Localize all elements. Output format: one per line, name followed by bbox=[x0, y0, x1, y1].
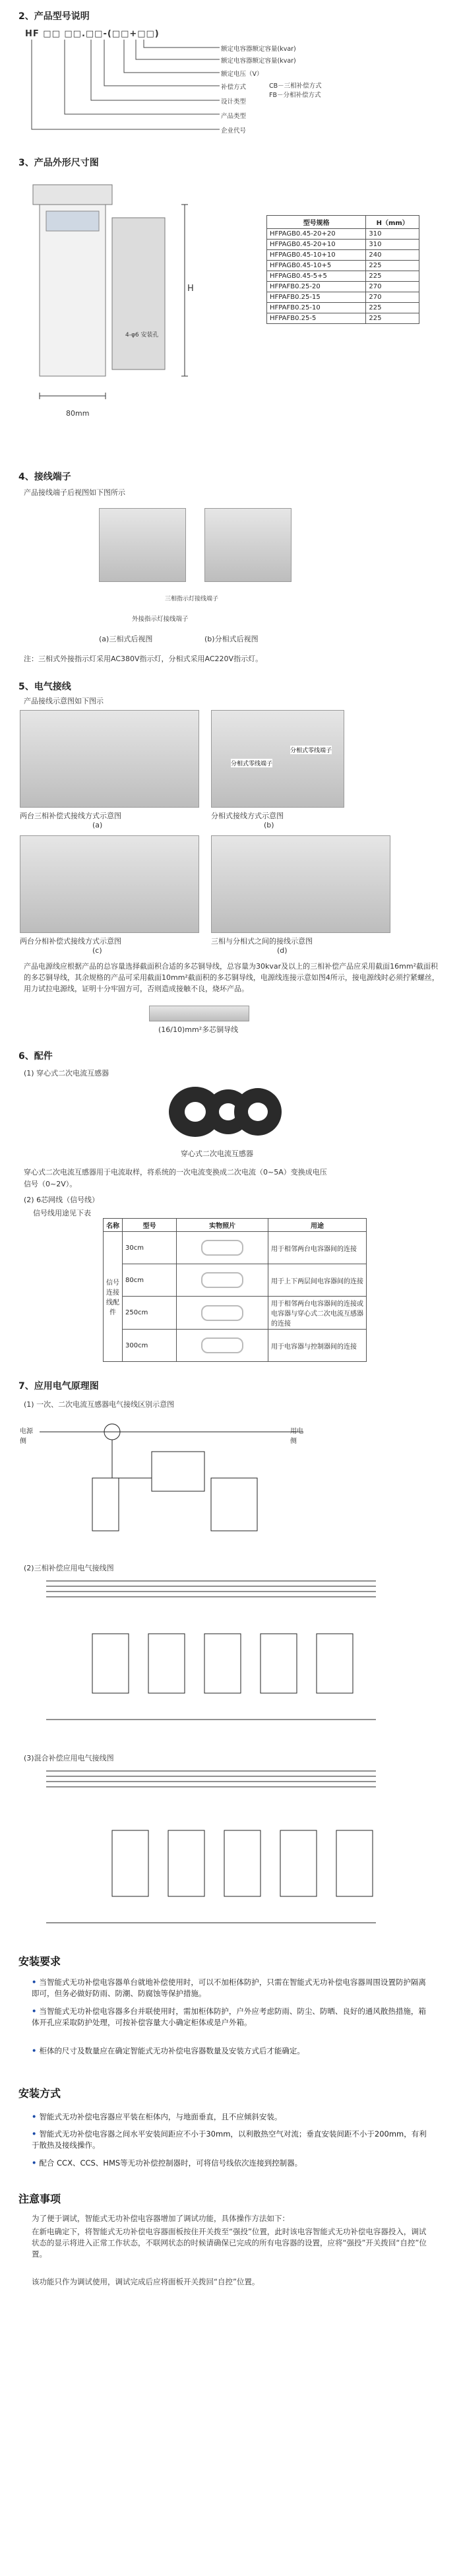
accessory-length: 30cm bbox=[123, 1232, 177, 1264]
install-text-1: 当智能式无功补偿电容器多台并联使用时，需加柜体防护，户外应考虑防雨、防尘、防晒、良好的通风散热措施，箱体开孔应采取防护处理，可按补偿容量大小确定柜体或是户外箱。 bbox=[32, 2007, 426, 2027]
terminal-photo-b bbox=[204, 508, 292, 582]
section-4-note: 注：三相式外接指示灯采用AC380V指示灯，分相式采用AC220V指示灯。 bbox=[24, 655, 263, 663]
accessory-photo bbox=[177, 1232, 268, 1264]
install-text-2: 柜体的尺寸及数量应在确定智能式无功补偿电容器数量及安装方式后才能确定。 bbox=[39, 2046, 305, 2055]
install-title: 安装要求 bbox=[18, 1955, 61, 1968]
spec-table bbox=[266, 215, 419, 324]
spec-model-cell: HFPAGB0.45-5+5 bbox=[267, 271, 366, 282]
label-5b2: 分相式零线端子 bbox=[290, 746, 332, 754]
wiring-photo-c bbox=[20, 835, 199, 933]
caption-5b: 分相式接线方式示意图 bbox=[211, 812, 284, 820]
accessory-usage: 用于上下两层间电容器间的连接 bbox=[268, 1264, 367, 1297]
model-code: HF □□ □□.□□-(□□+□□) bbox=[25, 29, 160, 39]
notes-p4: 该功能只作为调试使用，调试完成后应将面板开关拨回“自控”位置。 bbox=[32, 2277, 260, 2286]
section-4-title: 4、接线端子 bbox=[18, 472, 71, 482]
accessory-head-cell: 型号 bbox=[123, 1219, 177, 1232]
mount-item-1: • 智能式无功补偿电容器之间水平安装间距应不小于30mm，以利散热空气对流；垂直安装间距不小于200mm，有利于散热及接线操作。 bbox=[32, 2129, 427, 2150]
install-item-0: • 当智能式无功补偿电容器单台就地补偿使用时，可以不加柜体防护，只需在智能式无功补偿电容器周围设置防护隔离即可，但务必做好防雨、防潮、防腐蚀等保护措施。 bbox=[32, 1978, 426, 1998]
model-code-diagram bbox=[25, 38, 236, 145]
mount-text-1: 智能式无功补偿电容器之间水平安装间距应不小于30mm，以利散热空气对流；垂直安装间距不小于200mm，有利于散热及接线操作。 bbox=[32, 2129, 427, 2150]
label-external-lamp: 外接指示灯接线端子 bbox=[132, 616, 189, 623]
legend-2: 额定电压（V） bbox=[221, 71, 263, 78]
caption-5a: 两台三相补偿式接线方式示意图 bbox=[20, 812, 121, 820]
legend-7: 产品类型 bbox=[221, 113, 247, 120]
dim-hole: 4-φ6 安装孔 bbox=[125, 332, 159, 338]
dim-width: 80mm bbox=[66, 409, 90, 418]
caption-5a-letter: (a) bbox=[92, 821, 103, 829]
accessory-row bbox=[104, 1297, 367, 1330]
legend-6: 设计类型 bbox=[221, 98, 247, 106]
spec-h-cell: 225 bbox=[366, 261, 419, 271]
spec-row bbox=[267, 240, 419, 250]
section-7-sub2: (2)三相补偿应用电气接线图 bbox=[24, 1564, 114, 1572]
accessory-row bbox=[104, 1264, 367, 1297]
spec-h-cell: 225 bbox=[366, 313, 419, 324]
mount-item-2: • 配合 CCX、CCS、HMS等无功补偿控制器时，可将信号线依次连接到控制器。 bbox=[32, 2158, 303, 2168]
cable-icon bbox=[201, 1337, 243, 1353]
caption-4a: (a)三相式后视图 bbox=[99, 635, 153, 643]
spec-row bbox=[267, 303, 419, 313]
legend-8: 企业代号 bbox=[221, 127, 247, 135]
accessory-photo bbox=[177, 1264, 268, 1297]
section-5-title: 5、电气接线 bbox=[18, 682, 71, 692]
section-7-sub3: (3)混合补偿应用电气接线图 bbox=[24, 1754, 114, 1762]
load-side-label: 用电侧 bbox=[290, 1428, 303, 1445]
caption-5d-letter: (d) bbox=[277, 946, 288, 955]
label-5b: 分相式零线端子 bbox=[231, 759, 272, 767]
mount-text-2: 配合 CCX、CCS、HMS等无功补偿控制器时，可将信号线依次连接到控制器。 bbox=[39, 2158, 303, 2168]
terminal-photo-a bbox=[99, 508, 186, 582]
section-6-sub1: (1) 穿心式二次电流互感器 bbox=[24, 1069, 109, 1078]
spec-model-cell: HFPAGB0.45-20+10 bbox=[267, 240, 366, 250]
legend-4: CB－三相补偿方式 bbox=[269, 82, 322, 90]
accessory-head-cell: 用途 bbox=[268, 1219, 367, 1232]
accessory-usage: 用于电容器与控制器间的连接 bbox=[268, 1330, 367, 1362]
legend-5: FB－分相补偿方式 bbox=[269, 92, 321, 99]
accessory-row bbox=[104, 1232, 367, 1264]
section-5-para: 产品电源线应根据产品的总容量选择截面积合适的多芯铜导线，总容量为30kvar及以上的三相补偿产品应采用截面16mm²截面积的多芯铜导线，其余规格的产品可采用截面10mm²截面积的多芯铜导线，电源线连接示意如图4所示，接电源线时必须拧紧螺丝，用力试拉电源线，证明十分牢固方可，否则造成接触不良，烧坏产品。 bbox=[24, 962, 439, 993]
install-item-2: • 柜体的尺寸及数量应在确定智能式无功补偿电容器数量及安装方式后才能确定。 bbox=[32, 2046, 305, 2055]
ct-caption: 穿心式二次电流互感器 bbox=[181, 1149, 253, 1158]
three-phase-diagram bbox=[40, 1574, 383, 1739]
ct-para-1: 穿心式二次电流互感器用于电流取样，将系统的一次电流变换成二次电流（0~5A）变换成电压 bbox=[24, 1168, 327, 1176]
spec-model-cell: HFPAGB0.45-20+20 bbox=[267, 229, 366, 240]
notes-p1: 为了便于调试，智能式无功补偿电容器增加了调试功能，具体操作方法如下： bbox=[32, 2214, 290, 2223]
col-h: H（mm） bbox=[366, 216, 419, 229]
capacitor-drawing bbox=[20, 178, 237, 455]
accessory-head-cell: 名称 bbox=[104, 1219, 123, 1232]
spec-h-cell: 225 bbox=[366, 303, 419, 313]
accessory-usage: 用于相邻两台电容器间的连接或电容器与穿心式二次电流互感器的连接 bbox=[268, 1297, 367, 1330]
spec-row bbox=[267, 250, 419, 261]
spec-model-cell: HFPAFB0.25-20 bbox=[267, 282, 366, 292]
accessory-length: 300cm bbox=[123, 1330, 177, 1362]
legend-1: 额定电容器额定容量(kvar) bbox=[221, 57, 296, 65]
spec-h-cell: 240 bbox=[366, 250, 419, 261]
section-2-title: 2、产品型号说明 bbox=[18, 11, 90, 22]
mount-item-0: • 智能式无功补偿电容器应平装在柜体内，与地面垂直，且不应倾斜安装。 bbox=[32, 2112, 282, 2121]
section-6-title: 6、配件 bbox=[18, 1051, 53, 1062]
caption-5c: 两台分相补偿式接线方式示意图 bbox=[20, 937, 121, 946]
accessory-row bbox=[104, 1330, 367, 1362]
spec-row bbox=[267, 229, 419, 240]
accessory-photo bbox=[177, 1330, 268, 1362]
mount-title: 安装方式 bbox=[18, 2087, 61, 2100]
accessory-usage: 用于相邻两台电容器间的连接 bbox=[268, 1232, 367, 1264]
cable-icon bbox=[201, 1305, 243, 1321]
cable-icon bbox=[201, 1272, 243, 1288]
legend-0: 额定电容器额定容量(kvar) bbox=[221, 46, 296, 53]
spec-row bbox=[267, 313, 419, 324]
section-7-title: 7、应用电气原理图 bbox=[18, 1381, 99, 1392]
grid-side-label: 电源侧 bbox=[20, 1428, 33, 1445]
wiring-photo-d bbox=[211, 835, 390, 933]
accessory-length: 80cm bbox=[123, 1264, 177, 1297]
legend-3: 补偿方式 bbox=[221, 84, 247, 91]
spec-model-cell: HFPAFB0.25-5 bbox=[267, 313, 366, 324]
notes-p2: 在新电确定下，将智能式无功补偿电容器面板按住开关拨至“强投”位置，此时该电容智能式无功补偿电容器投入，调试状态的显示将进入正常工作状态，不联网状态的时候请确保已完成的所有电容器的设置，应将“强投”开关拨回“自控”位置。 bbox=[32, 2227, 427, 2259]
caption-4b: (b)分相式后视图 bbox=[204, 635, 259, 643]
spec-h-cell: 270 bbox=[366, 282, 419, 292]
spec-row bbox=[267, 282, 419, 292]
mount-text-0: 智能式无功补偿电容器应平装在柜体内，与地面垂直，且不应倾斜安装。 bbox=[39, 2112, 282, 2121]
install-item-1: • 当智能式无功补偿电容器多台并联使用时，需加柜体防护，户外应考虑防雨、防尘、防晒、良好的通风散热措施，箱体开孔应采取防护处理，可按补偿容量大小确定柜体或是户外箱。 bbox=[32, 2007, 426, 2027]
wire-caption: (16/10)mm²多芯铜导线 bbox=[158, 1025, 239, 1034]
hybrid-diagram bbox=[40, 1764, 383, 1937]
section-6-sub2b: 信号线用途见下表 bbox=[33, 1209, 91, 1217]
accessory-length: 250cm bbox=[123, 1297, 177, 1330]
section-6-sub2: (2) 6芯网线（信号线） bbox=[24, 1196, 100, 1204]
install-text-0: 当智能式无功补偿电容器单台就地补偿使用时，可以不加柜体防护，只需在智能式无功补偿电容器周围设置防护隔离即可，但务必做好防雨、防潮、防腐蚀等保护措施。 bbox=[32, 1978, 426, 1998]
spec-model-cell: HFPAGB0.45-10+10 bbox=[267, 250, 366, 261]
label-lamp-terminal: 三相指示灯接线端子 bbox=[165, 596, 219, 602]
notes-title: 注意事项 bbox=[18, 2193, 61, 2205]
cable-icon bbox=[201, 1240, 243, 1256]
accessory-photo bbox=[177, 1297, 268, 1330]
spec-row bbox=[267, 271, 419, 282]
spec-model-cell: HFPAGB0.45-10+5 bbox=[267, 261, 366, 271]
copper-wire-photo bbox=[149, 1006, 249, 1021]
spec-h-cell: 310 bbox=[366, 229, 419, 240]
caption-5b-letter: (b) bbox=[264, 821, 274, 829]
spec-h-cell: 310 bbox=[366, 240, 419, 250]
spec-row bbox=[267, 292, 419, 303]
spec-h-cell: 225 bbox=[366, 271, 419, 282]
caption-5c-letter: (c) bbox=[92, 946, 102, 955]
spec-row bbox=[267, 261, 419, 271]
section-5-desc: 产品接线示意图如下图示 bbox=[24, 697, 104, 705]
spec-model-cell: HFPAFB0.25-10 bbox=[267, 303, 366, 313]
ct-photo bbox=[156, 1082, 294, 1142]
dim-h: H bbox=[187, 284, 194, 294]
spec-h-cell: 270 bbox=[366, 292, 419, 303]
col-model: 型号规格 bbox=[267, 216, 366, 229]
section-7-sub1: (1) 一次、二次电流互感器电气接线区别示意图 bbox=[24, 1400, 175, 1409]
section-3-title: 3、产品外形尺寸图 bbox=[18, 158, 99, 168]
spec-model-cell: HFPAFB0.25-15 bbox=[267, 292, 366, 303]
accessory-side-label: 信号连接线配件 bbox=[104, 1232, 123, 1362]
section-4-desc: 产品接线端子后视图如下图所示 bbox=[24, 488, 125, 497]
accessory-head-cell: 实物照片 bbox=[177, 1219, 268, 1232]
caption-5d: 三相与分相式之间的接线示意图 bbox=[211, 937, 313, 946]
ct-para-2: 信号（0~2V）。 bbox=[24, 1180, 77, 1188]
accessory-header bbox=[104, 1219, 367, 1232]
wiring-photo-a bbox=[20, 710, 199, 808]
ct-wiring-diagram bbox=[20, 1412, 310, 1544]
accessory-table bbox=[103, 1218, 367, 1362]
spec-table-header bbox=[267, 216, 419, 229]
